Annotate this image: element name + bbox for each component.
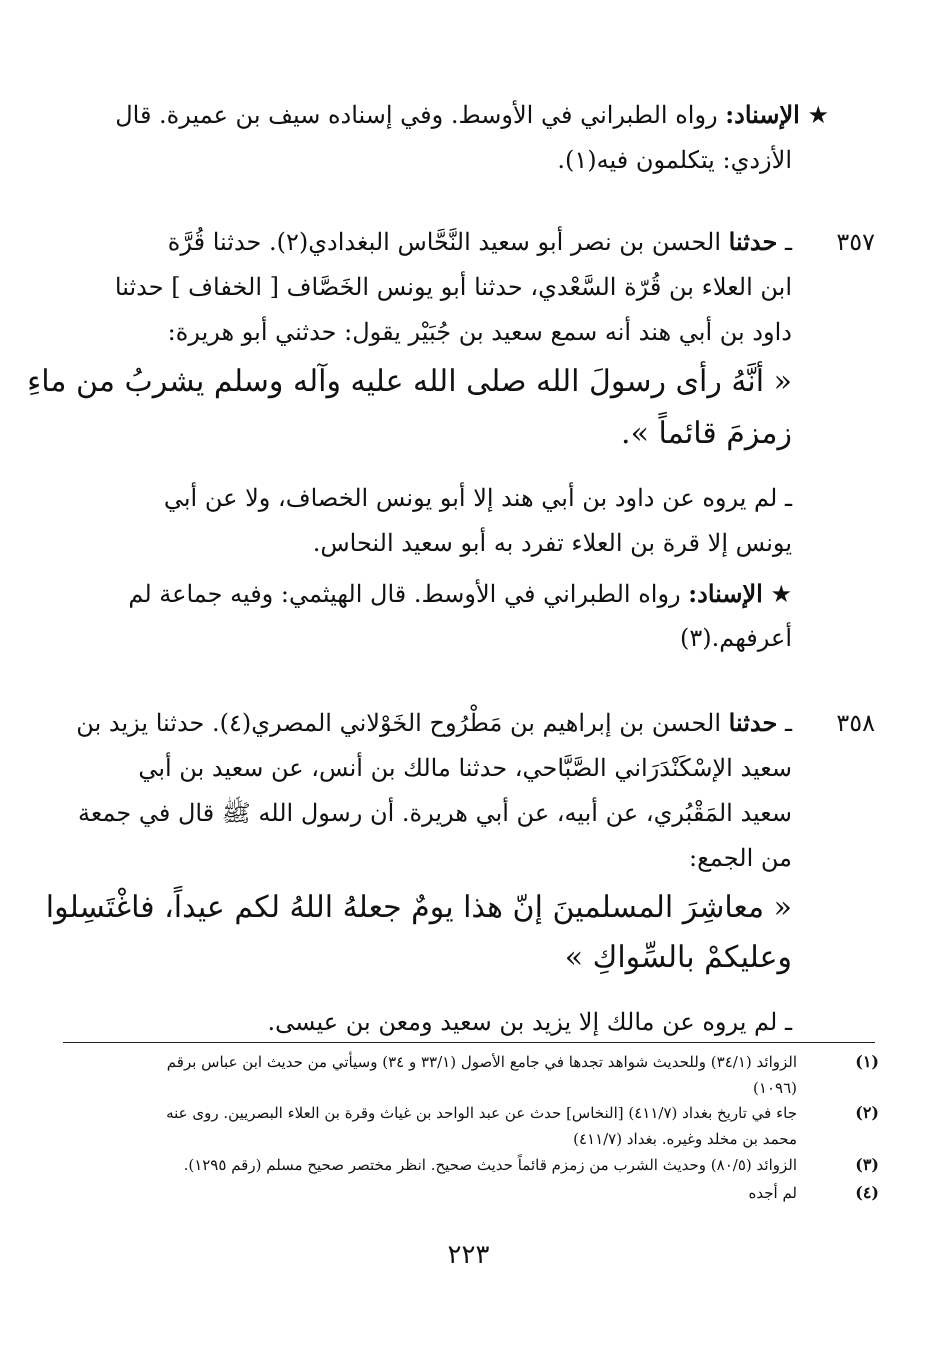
matn-line-1: « أنَّهُ رأى رسولَ الله صلى الله عليه وآله وسلم يشربُ من ماءِ	[27, 364, 792, 399]
star-marker: ★	[807, 101, 829, 129]
matn-line-1: « معاشِرَ المسلمينَ إنّ هذا يومٌ جعلهُ اللهُ لكم عيداً، فاغْتَسِلوا	[45, 890, 792, 925]
hadith-number: ٣٥٨	[836, 709, 875, 737]
hadith-line-1	[168, 222, 792, 262]
footnote-line: جاء في تاريخ بغداد (٤١١/٧) [النخاس] حدث عن عبد الواحد بن غياث وقرة بن العلاء البصريين. روى عنه	[166, 1104, 797, 1122]
note-line-1: ـ لم يروه عن داود بن أبي هند إلا أبو يونس الخصاف، ولا عن أبي	[163, 484, 792, 512]
page-number: ٢٢٣	[447, 1240, 490, 1270]
footnote-separator	[63, 1042, 875, 1043]
matn-line-2: زمزمَ قائماً ».	[621, 416, 792, 451]
footnote-line: محمد بن مخلد وغيره. بغداد (٤١١/٧)	[573, 1130, 797, 1148]
note-line-2: يونس إلا قرة بن العلاء تفرد به أبو سعيد النحاس.	[312, 529, 792, 557]
lead-word: حدثنا	[728, 708, 778, 737]
isnad-note-line-1	[115, 95, 829, 135]
hadith-line-3: سعيد المَقْبُري، عن أبيه، عن أبي هريرة. أن رسول الله ﷺ قال في جمعة	[78, 799, 792, 827]
footnote-line: (١٠٩٦)	[753, 1079, 797, 1097]
dash: ـ	[784, 709, 792, 737]
footnote-number: (٤)	[855, 1183, 879, 1202]
hadith-line-3: داود بن أبي هند أنه سمع سعيد بن جُبَيْر يقول: حدثني أبو هريرة:	[167, 318, 792, 346]
line-text: الحسن بن إبراهيم بن مَطْرُوح الخَوْلاني المصري(٤). حدثنا يزيد بن	[76, 709, 722, 737]
isnad-note-line-2: الأزدي: يتكلمون فيه(١).	[557, 146, 792, 174]
lead-word: حدثنا	[728, 227, 778, 256]
hadith-line-4: من الجمع:	[689, 844, 792, 872]
isnad-text: رواه الطبراني في الأوسط. قال الهيثمي: وفيه جماعة لم	[128, 580, 681, 608]
hadith-line-2: سعيد الإسْكَنْدَرَاني الصَّبَّاحي، حدثنا مالك بن أنس، عن سعيد بن أبي	[138, 754, 792, 782]
isnad-line-1	[128, 574, 792, 614]
isnad-line-2: أعرفهم.(٣)	[680, 624, 792, 652]
dash: ـ	[784, 228, 792, 256]
hadith-number: ٣٥٧	[836, 228, 875, 256]
line-text: الحسن بن نصر أبو سعيد النَّحَّاس البغدادي(٢). حدثنا قُرَّة	[167, 228, 722, 256]
isnad-label: الإسناد:	[688, 579, 763, 608]
matn-line-2: وعليكمْ بالسِّواكِ »	[564, 940, 792, 975]
footnote-number: (٢)	[855, 1103, 879, 1122]
footnote-line: لم أجده	[748, 1184, 797, 1202]
note-line-1: ـ لم يروه عن مالك إلا يزيد بن سعيد ومعن بن عيسى.	[267, 1008, 792, 1036]
hadith-line-1	[76, 703, 792, 743]
isnad-label: الإسناد:	[725, 100, 800, 129]
footnote-number: (١)	[855, 1052, 879, 1071]
star-marker: ★	[770, 580, 792, 608]
footnote-number: (٣)	[855, 1155, 879, 1174]
footnote-line: الزوائد (٨٠/٥) وحديث الشرب من زمزم قائماً حديث صحيح. انظر مختصر صحيح مسلم (رقم ١٢٩٥).	[183, 1156, 797, 1174]
footnote-line: الزوائد (٣٤/١) وللحديث شواهد تجدها في جامع الأصول (٣٣/١ و ٣٤) وسيأتي من حديث ابن عباس برقم	[166, 1053, 797, 1071]
isnad-text: رواه الطبراني في الأوسط. وفي إسناده سيف بن عميرة. قال	[115, 101, 718, 129]
hadith-line-2: ابن العلاء بن قُرّة السَّعْدي، حدثنا أبو يونس الخَصَّاف [ الخفاف ] حدثنا	[114, 273, 792, 301]
